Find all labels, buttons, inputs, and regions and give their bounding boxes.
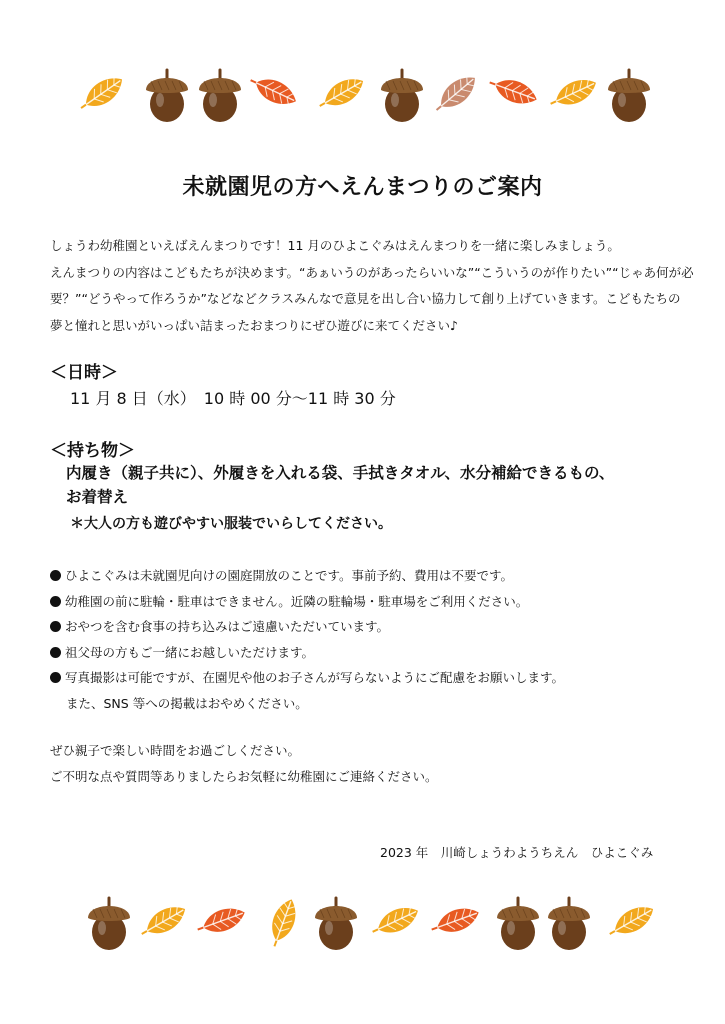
- intro-paragraph: [50, 233, 694, 339]
- notice-continuation: また、SNS 等への掲載はおやめください。: [66, 695, 308, 711]
- acorn-icon: [378, 66, 430, 122]
- intro-line: しょうわ幼稚園といえばえんまつりです！11 月のひよこぐみはえんまつりを一緒に楽しみましょう。: [50, 238, 620, 253]
- belongings-list-line1: 内履き（親子共に）、外履きを入れる袋、手拭きタオル、水分補給できるもの、: [66, 464, 615, 482]
- intro-line: えんまつりの内容はこどもたちが決めます。“あぁいうのがあったらいいな”“こういうのが作りたい”“じゃあ何が必: [50, 264, 694, 280]
- schedule-date: 11 月 8 日（水） 10 時 00 分～11 時 30 分: [70, 389, 396, 408]
- leaf-icon: [140, 894, 192, 950]
- leaf-icon: [198, 894, 250, 950]
- notice-item: ひよこぐみは未就園児向けの園庭開放のことです。事前予約、費用は不要です。: [50, 563, 700, 589]
- notice-item: 写真撮影は可能ですが、在園児や他のお子さんが写らないようにご配慮をお願いします。: [50, 665, 700, 691]
- document-title: 未就園児の方へえんまつりのご案内: [182, 175, 543, 200]
- acorn-icon: [196, 66, 248, 122]
- schedule-heading: ＜日時＞: [50, 363, 118, 383]
- bullet-dot-icon: [50, 596, 61, 607]
- clothing-note: ＊大人の方も遊びやすい服装でいらしてください。: [70, 516, 392, 532]
- leaf-icon: [432, 894, 484, 950]
- closing-line: ぜひ親子で楽しい時間をお過ごしください。: [50, 743, 301, 758]
- leaf-icon: [432, 66, 484, 122]
- acorn-icon: [545, 894, 597, 950]
- notice-item: おやつを含む食事の持ち込みはご遠慮いただいています。: [50, 614, 700, 640]
- acorn-icon: [605, 66, 657, 122]
- acorn-icon: [85, 894, 137, 950]
- acorn-icon: [143, 66, 195, 122]
- leaf-icon: [608, 894, 660, 950]
- top-decoration-border: [0, 60, 725, 130]
- closing-line: ご不明な点や質問等ありましたらお気軽に幼稚園にご連絡ください。: [50, 769, 438, 784]
- acorn-icon: [494, 894, 546, 950]
- leaf-icon: [372, 894, 424, 950]
- leaf-icon: [258, 894, 310, 950]
- belongings-list-line2: お着替え: [66, 488, 129, 506]
- bullet-dot-icon: [50, 570, 61, 581]
- intro-line: 夢と憧れと思いがいっぱい詰まったおまつりにぜひ遊びに来てください♪: [50, 317, 458, 333]
- acorn-icon: [312, 894, 364, 950]
- bullet-dot-icon: [50, 672, 61, 683]
- intro-line: 要？”“どうやって作ろうか”などなどクラスみんなで意見を出し合い協力して創り上げていきます。こどもたちの: [50, 291, 681, 306]
- leaf-icon: [490, 66, 542, 122]
- bullet-dot-icon: [50, 647, 61, 658]
- leaf-icon: [250, 66, 302, 122]
- belongings-heading: ＜持ち物＞: [50, 441, 135, 461]
- notice-item: 祖父母の方もご一緒にお越しいただけます。: [50, 640, 700, 666]
- leaf-icon: [78, 66, 130, 122]
- notice-item: 幼稚園の前に駐輪・駐車はできません。近隣の駐輪場・駐車場をご利用ください。: [50, 589, 700, 615]
- closing-message: [50, 738, 438, 790]
- leaf-icon: [318, 66, 370, 122]
- leaf-icon: [550, 66, 602, 122]
- bullet-dot-icon: [50, 621, 61, 632]
- bottom-decoration-border: [0, 888, 725, 958]
- notice-list: [50, 563, 700, 716]
- signature-line: 2023 年 川崎しょうわようちえん ひよこぐみ: [380, 845, 654, 860]
